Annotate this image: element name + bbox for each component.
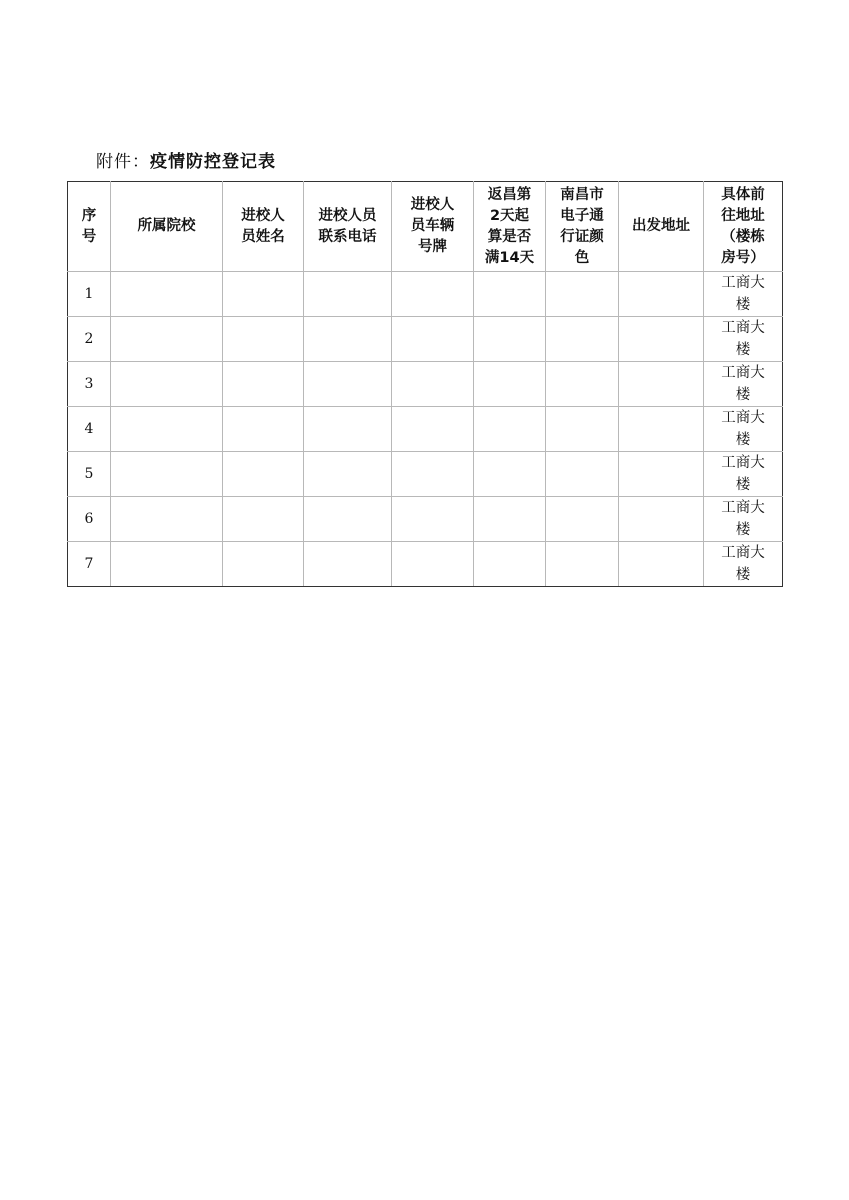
institution-cell[interactable] <box>111 497 223 542</box>
pass-color-cell[interactable] <box>546 272 619 317</box>
plate-cell[interactable] <box>392 542 474 587</box>
destination-cell <box>704 542 783 587</box>
destination-text: 工商大 楼 <box>721 320 765 358</box>
table-body <box>68 272 783 587</box>
departure-cell[interactable] <box>619 542 704 587</box>
phone-cell[interactable] <box>304 407 392 452</box>
registration-table <box>67 181 783 587</box>
plate-cell[interactable] <box>392 272 474 317</box>
document-title <box>96 147 276 172</box>
phone-cell[interactable] <box>304 452 392 497</box>
destination-cell <box>704 362 783 407</box>
pass-color-cell[interactable] <box>546 362 619 407</box>
table-row <box>68 317 783 362</box>
header-14-days: 返昌第 2天起 算是否 满14天 <box>474 182 546 272</box>
institution-cell[interactable] <box>111 542 223 587</box>
visitor-name-cell[interactable] <box>223 452 304 497</box>
destination-cell <box>704 452 783 497</box>
fourteen-days-cell[interactable] <box>474 407 546 452</box>
destination-cell <box>704 317 783 362</box>
serial-cell: 1 <box>68 272 111 317</box>
destination-cell <box>704 497 783 542</box>
departure-cell[interactable] <box>619 452 704 497</box>
plate-cell[interactable] <box>392 497 474 542</box>
plate-cell[interactable] <box>392 317 474 362</box>
header-institution: 所属院校 <box>111 182 223 272</box>
serial-cell: 4 <box>68 407 111 452</box>
serial-cell: 2 <box>68 317 111 362</box>
header-row <box>68 182 783 272</box>
visitor-name-cell[interactable] <box>223 317 304 362</box>
fourteen-days-cell[interactable] <box>474 362 546 407</box>
visitor-name-cell[interactable] <box>223 497 304 542</box>
title-label: 附件： <box>96 152 150 172</box>
departure-cell[interactable] <box>619 407 704 452</box>
header-plate: 进校人 员车辆 号牌 <box>392 182 474 272</box>
departure-cell[interactable] <box>619 272 704 317</box>
destination-text: 工商大 楼 <box>721 500 765 538</box>
header-phone: 进校人员 联系电话 <box>304 182 392 272</box>
institution-cell[interactable] <box>111 407 223 452</box>
destination-text: 工商大 楼 <box>721 410 765 448</box>
plate-cell[interactable] <box>392 452 474 497</box>
destination-cell <box>704 407 783 452</box>
visitor-name-cell[interactable] <box>223 272 304 317</box>
phone-cell[interactable] <box>304 272 392 317</box>
institution-cell[interactable] <box>111 272 223 317</box>
phone-cell[interactable] <box>304 317 392 362</box>
institution-cell[interactable] <box>111 452 223 497</box>
table-row <box>68 272 783 317</box>
fourteen-days-cell[interactable] <box>474 452 546 497</box>
header-pass-color: 南昌市 电子通 行证颜 色 <box>546 182 619 272</box>
header-departure: 出发地址 <box>619 182 704 272</box>
table-row <box>68 452 783 497</box>
destination-text: 工商大 楼 <box>721 455 765 493</box>
header-visitor-name: 进校人 员姓名 <box>223 182 304 272</box>
phone-cell[interactable] <box>304 497 392 542</box>
plate-cell[interactable] <box>392 407 474 452</box>
visitor-name-cell[interactable] <box>223 362 304 407</box>
serial-cell: 6 <box>68 497 111 542</box>
title-name: 疫情防控登记表 <box>150 152 276 172</box>
fourteen-days-cell[interactable] <box>474 542 546 587</box>
institution-cell[interactable] <box>111 317 223 362</box>
serial-cell: 3 <box>68 362 111 407</box>
serial-cell: 5 <box>68 452 111 497</box>
pass-color-cell[interactable] <box>546 497 619 542</box>
institution-cell[interactable] <box>111 362 223 407</box>
serial-cell: 7 <box>68 542 111 587</box>
header-serial: 序 号 <box>68 182 111 272</box>
departure-cell[interactable] <box>619 497 704 542</box>
destination-text: 工商大 楼 <box>721 545 765 583</box>
plate-cell[interactable] <box>392 362 474 407</box>
phone-cell[interactable] <box>304 362 392 407</box>
table-row <box>68 542 783 587</box>
destination-text: 工商大 楼 <box>721 365 765 403</box>
visitor-name-cell[interactable] <box>223 542 304 587</box>
destination-cell <box>704 272 783 317</box>
pass-color-cell[interactable] <box>546 452 619 497</box>
table-row <box>68 497 783 542</box>
pass-color-cell[interactable] <box>546 407 619 452</box>
header-destination: 具体前 往地址 （楼栋 房号） <box>704 182 783 272</box>
visitor-name-cell[interactable] <box>223 407 304 452</box>
departure-cell[interactable] <box>619 317 704 362</box>
pass-color-cell[interactable] <box>546 317 619 362</box>
fourteen-days-cell[interactable] <box>474 317 546 362</box>
departure-cell[interactable] <box>619 362 704 407</box>
fourteen-days-cell[interactable] <box>474 272 546 317</box>
fourteen-days-cell[interactable] <box>474 497 546 542</box>
destination-text: 工商大 楼 <box>721 275 765 313</box>
table-row <box>68 362 783 407</box>
phone-cell[interactable] <box>304 542 392 587</box>
pass-color-cell[interactable] <box>546 542 619 587</box>
table-row <box>68 407 783 452</box>
